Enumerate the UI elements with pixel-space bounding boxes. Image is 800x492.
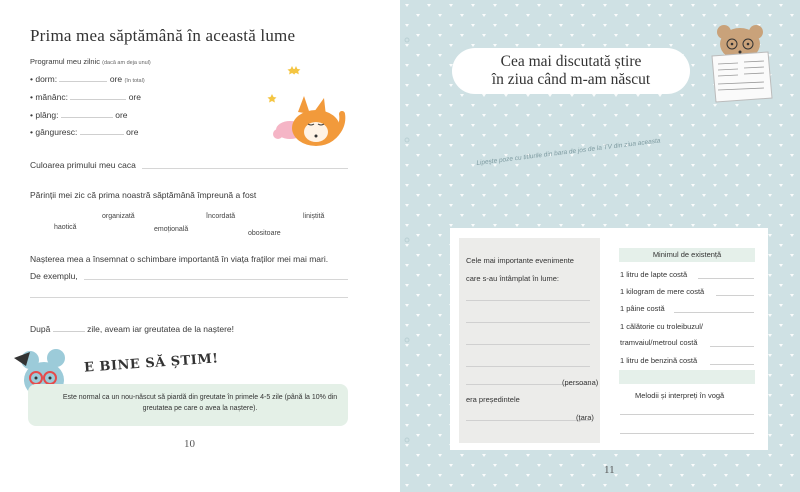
word-calm[interactable]: liniștită <box>303 213 325 220</box>
star-icon <box>291 66 301 76</box>
right-page <box>400 0 800 492</box>
milk-price-line[interactable] <box>698 278 754 279</box>
example-line-1[interactable] <box>84 279 348 280</box>
example-label: De exemplu, <box>30 271 78 281</box>
good-to-know-text: Este normal ca un nou-născut să piardă din greutate în primele 4-5 zile (până la 10% din greutatea pe care o avea la naștere). <box>62 394 338 412</box>
songs-header-band <box>619 370 755 384</box>
example-line-2[interactable] <box>30 297 348 298</box>
events-line-4[interactable] <box>466 366 590 367</box>
cry-input-line[interactable] <box>61 109 113 118</box>
minimum-item-apples: 1 kilogram de mere costă <box>620 287 705 296</box>
events-label-1: Cele mai importante evenimente <box>466 256 574 265</box>
photo-hint: Lipește poze cu titlurile din bara de jos de la TV din ziua aceasta <box>476 137 661 167</box>
word-emotional[interactable]: emoțională <box>154 226 189 233</box>
person-note: (persoana) <box>562 378 599 387</box>
schedule-row-coo: • gânguresc: ore <box>30 127 139 137</box>
songs-line-2[interactable] <box>620 433 754 434</box>
fox-illustration <box>268 88 348 158</box>
minimum-item-trip-1: 1 călătorie cu troleibuzul/ <box>620 322 703 331</box>
minimum-item-milk: 1 litru de lapte costă <box>620 270 688 279</box>
coo-input-line[interactable] <box>80 126 124 135</box>
fuel-price-line[interactable] <box>710 364 754 365</box>
minimum-title: Minimul de existență <box>619 248 755 262</box>
trip-price-line[interactable] <box>710 346 754 347</box>
minimum-item-trip-2: tramvaiul/metroul costă <box>620 338 698 347</box>
spiral-binding <box>400 0 416 492</box>
word-tense[interactable]: încordată <box>206 213 236 220</box>
country-line[interactable] <box>466 420 590 421</box>
songs-line-1[interactable] <box>620 414 754 415</box>
country-note: (țara) <box>576 413 594 422</box>
bread-price-line[interactable] <box>674 312 754 313</box>
events-line-3[interactable] <box>466 344 590 345</box>
parents-say-label: Părinții mei zic că prima noastră săptămână împreună a fost <box>30 190 257 200</box>
news-title: Cea mai discutată știre în ziua când m-am născut <box>491 53 651 88</box>
weight-sentence: După zile, aveam iar greutatea de la naștere! <box>30 324 235 334</box>
days-input-line[interactable] <box>53 323 85 332</box>
poop-color-label: Culoarea primului meu caca <box>30 160 136 170</box>
minimum-item-fuel: 1 litru de benzină costă <box>620 356 698 365</box>
president-label: era președintele <box>466 395 520 404</box>
schedule-row-sleep: • dorm: ore (în total) <box>30 74 145 84</box>
poop-color-line[interactable] <box>142 168 348 169</box>
events-label-2: care s-au întâmplat în lume: <box>466 274 559 283</box>
page-number-right: 11 <box>604 464 615 476</box>
schedule-row-cry: • plâng: ore <box>30 110 128 120</box>
schedule-row-eat: • mănânc: ore <box>30 92 141 102</box>
page-number-left: 10 <box>184 438 195 450</box>
apples-price-line[interactable] <box>716 295 754 296</box>
page-title: Prima mea săptămână în această lume <box>30 26 296 45</box>
word-tiring[interactable]: obositoare <box>248 230 281 237</box>
siblings-label: Nașterea mea a însemnat o schimbare importantă în viața fraților mei mai mari. <box>30 254 329 264</box>
events-line-2[interactable] <box>466 322 590 323</box>
eat-input-line[interactable] <box>70 91 126 100</box>
word-chaotic[interactable]: haotică <box>54 224 77 231</box>
good-to-know-title: E BINE SĂ ȘTIM! <box>83 351 219 376</box>
songs-label: Melodii și interpreți în vogă <box>635 391 725 400</box>
bear-reading-newspaper-illustration <box>706 22 778 106</box>
schedule-label: Programul meu zilnic (dacă am deja unul) <box>30 57 151 66</box>
word-organized[interactable]: organizată <box>102 213 135 220</box>
events-line-1[interactable] <box>466 300 590 301</box>
minimum-item-bread: 1 pâine costă <box>620 304 665 313</box>
sleep-input-line[interactable] <box>59 73 107 82</box>
